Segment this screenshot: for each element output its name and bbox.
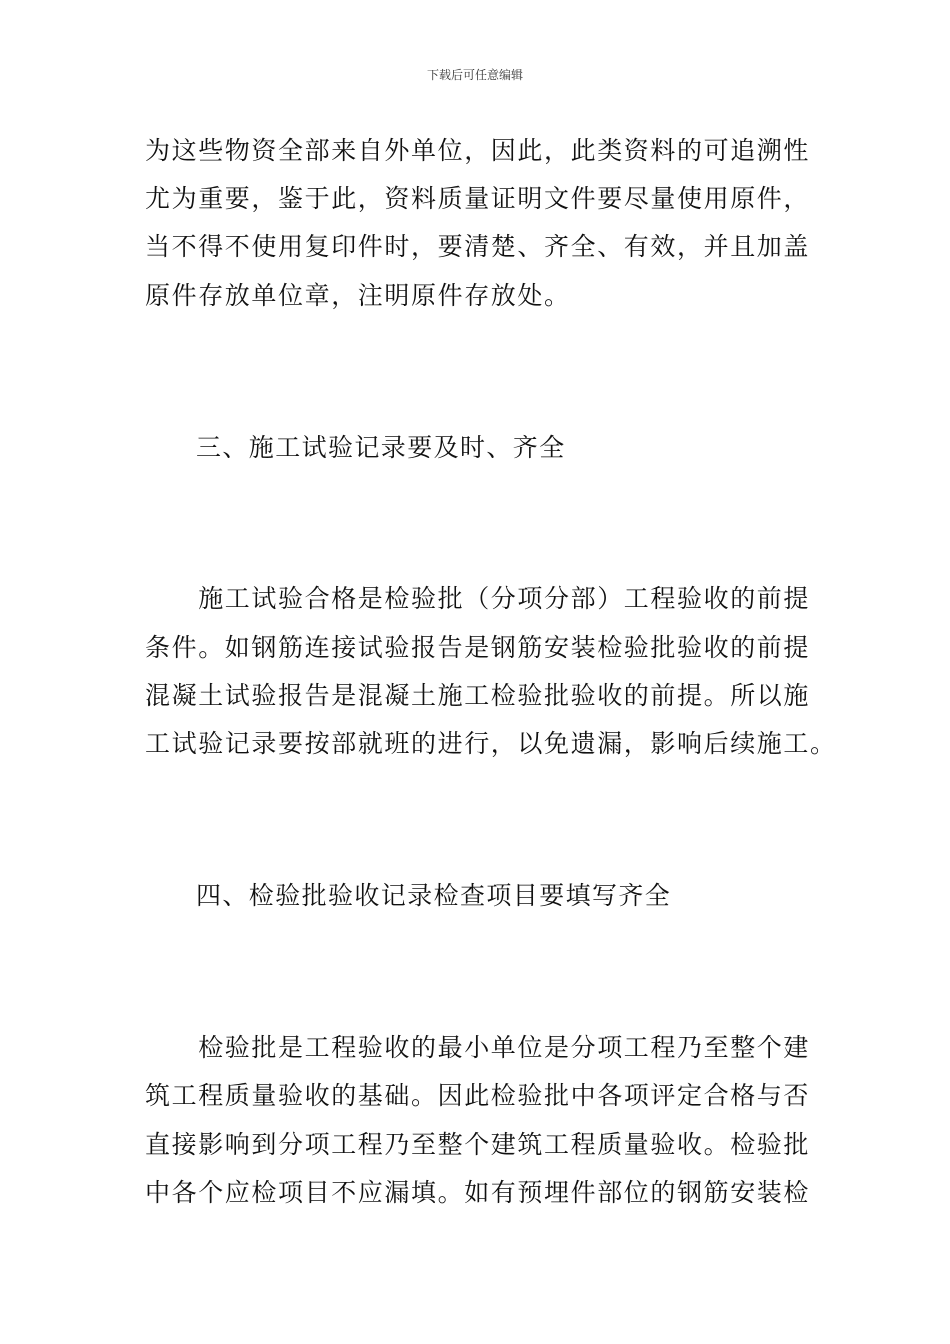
paragraph-1-line-3: 当不得不使用复印件时，要清楚、齐全、有效，并且加盖 [145,232,811,261]
paragraph-3-line-3: 直接影响到分项工程乃至整个建筑工程质量验收。检验批 [145,1130,811,1159]
paragraph-1-line-2: 尤为重要，鉴于此，资料质量证明文件要尽量使用原件， [145,184,811,213]
section-heading-4: 四、检验批验收记录检查项目要填写齐全 [196,881,672,910]
paragraph-2-line-1: 施工试验合格是检验批（分项分部）工程验收的前提 [145,584,811,613]
paragraph-3-line-1: 检验批是工程验收的最小单位是分项工程乃至整个建 [145,1033,811,1062]
paragraph-1-line-4: 原件存放单位章，注明原件存放处。 [145,281,571,310]
paragraph-3-line-4: 中各个应检项目不应漏填。如有预埋件部位的钢筋安装检 [145,1178,811,1207]
paragraph-2-line-2: 条件。如钢筋连接试验报告是钢筋安装检验批验收的前提 [145,633,811,662]
paragraph-2-line-4: 工试验记录要按部就班的进行，以免遗漏，影响后续施工。 [145,729,837,758]
paragraph-1-line-1: 为这些物资全部来自外单位，因此，此类资料的可追溯性 [145,136,811,165]
page-header-note: 下载后可任意编辑 [426,68,523,82]
section-heading-3: 三、施工试验记录要及时、齐全 [196,433,566,462]
paragraph-3-line-2: 筑工程质量验收的基础。因此检验批中各项评定合格与否 [145,1081,811,1110]
paragraph-2-line-3: 混凝土试验报告是混凝土施工检验批验收的前提。所以施 [145,681,811,710]
